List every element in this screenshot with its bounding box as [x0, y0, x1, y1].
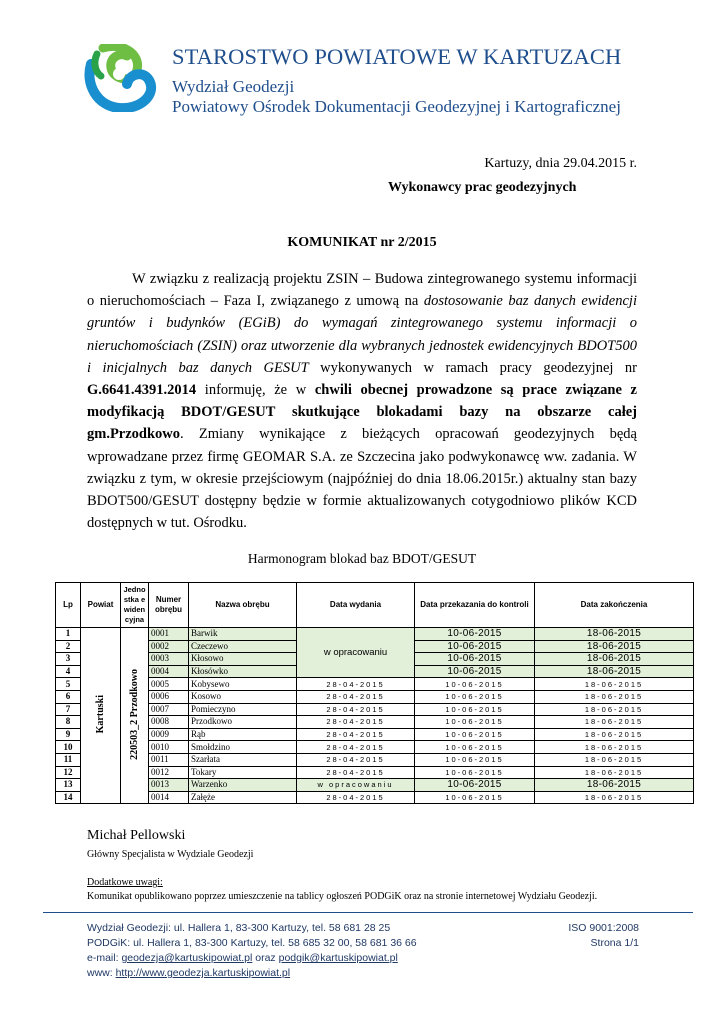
jednostka-name: 220503_2 Przodkowo	[129, 668, 140, 760]
row-zakonczenia: 18-06-2015	[535, 665, 694, 678]
header-zakonczenia: Data zakończenia	[535, 583, 694, 628]
body-blockade-info: chwili obecnej prowadzone są prace związane z modyfikacją BDOT/GESUT skutkujące blokadami bazy na obszarze całej gm.Przodkowo	[87, 382, 637, 443]
row-nazwa: Kosowo	[189, 690, 297, 703]
body-work-number: G.6641.4391.2014	[87, 382, 197, 399]
row-nazwa: Kobysewo	[189, 678, 297, 691]
jednostka-cell	[121, 628, 149, 804]
row-wydania: 28-04-2015	[297, 741, 415, 754]
table-row	[56, 741, 694, 754]
row-zakonczenia: 18-06-2015	[535, 791, 694, 804]
document-date: Kartuzy, dnia 29.04.2015 r.	[484, 156, 637, 171]
office-name: STAROSTWO POWIATOWE W KARTUZACH	[172, 44, 622, 69]
row-nazwa: Czeczewo	[189, 640, 297, 653]
row-zakonczenia: 18-06-2015	[535, 766, 694, 779]
row-zakonczenia: 18-06-2015	[535, 640, 694, 653]
header-numer: Numer obrębu	[149, 583, 189, 628]
starostwo-logo	[83, 44, 159, 112]
row-wydania: 28-04-2015	[297, 791, 415, 804]
row-lp: 8	[56, 716, 81, 729]
notes-text: Komunikat opublikowano poprzez umieszczenie na tablicy ogłoszeń PODGiK oraz na stronie internetowej Wydziału Geodezji.	[87, 891, 598, 902]
row-przekazania: 10-06-2015	[415, 741, 535, 754]
row-numer: 0003	[149, 653, 189, 666]
header-lp: Lp	[56, 583, 81, 628]
row-lp: 5	[56, 678, 81, 691]
schedule-table	[55, 582, 694, 804]
footer-line-www	[87, 966, 417, 981]
body-contract-subject: dostosowanie baz danych ewidencji gruntów i budynków (EGiB) do wymagań zintegrowanego systemu informacji o nieruchomościach (ZSIN) oraz utworzenie dla wybranych jednostek ewidencyjnych BDOT500 i inicjalnych baz danych GESUT	[87, 293, 637, 376]
row-zakonczenia: 18-06-2015	[535, 716, 694, 729]
table-row	[56, 690, 694, 703]
table-row	[56, 766, 694, 779]
table-row	[56, 728, 694, 741]
table-row	[56, 678, 694, 691]
row-nazwa: Barwik	[189, 628, 297, 641]
body-text-5: informuję, że w	[196, 382, 315, 399]
recipient: Wykonawcy prac geodezyjnych	[388, 180, 577, 195]
row-lp: 3	[56, 653, 81, 666]
footer-line-podgik: PODGiK: ul. Hallera 1, 83-300 Kartuzy, tel. 58 685 32 00, 58 681 36 66	[87, 937, 417, 949]
row-zakonczenia: 18-06-2015	[535, 690, 694, 703]
row-przekazania: 10-06-2015	[415, 640, 535, 653]
table-row	[56, 791, 694, 804]
table-row	[56, 716, 694, 729]
row-numer: 0001	[149, 628, 189, 641]
row-numer: 0002	[149, 640, 189, 653]
row-lp: 10	[56, 741, 81, 754]
row-zakonczenia: 18-06-2015	[535, 628, 694, 641]
row-numer: 0006	[149, 690, 189, 703]
row-zakonczenia: 18-06-2015	[535, 741, 694, 754]
table-caption: Harmonogram blokad baz BDOT/GESUT	[247, 551, 477, 566]
row-numer: 0005	[149, 678, 189, 691]
row-przekazania: 10-06-2015	[415, 753, 535, 766]
row-lp: 13	[56, 779, 81, 792]
row-wydania: 28-04-2015	[297, 716, 415, 729]
powiat-name: Kartuski	[95, 694, 106, 734]
row-numer: 0011	[149, 753, 189, 766]
table-header-row	[56, 583, 694, 628]
row-lp: 12	[56, 766, 81, 779]
row-przekazania: 10-06-2015	[415, 791, 535, 804]
row-nazwa: Kłosówko	[189, 665, 297, 678]
row-zakonczenia: 18-06-2015	[535, 703, 694, 716]
row-nazwa: Szarłata	[189, 753, 297, 766]
table-body	[56, 628, 694, 804]
header-nazwa: Nazwa obrębu	[189, 583, 297, 628]
row-numer: 0004	[149, 665, 189, 678]
footer-line-email	[87, 951, 417, 966]
footer-contact	[87, 921, 417, 981]
header-wydania: Data wydania	[297, 583, 415, 628]
row-przekazania: 10-06-2015	[415, 779, 535, 792]
iso-certificate: ISO 9001:2008	[568, 922, 639, 934]
email-link-geodezja[interactable]: geodezja@kartuskipowiat.pl	[121, 952, 253, 964]
row-wydania: 28-04-2015	[297, 690, 415, 703]
row-nazwa: Warzenko	[189, 779, 297, 792]
row-zakonczenia: 18-06-2015	[535, 753, 694, 766]
row-numer: 0008	[149, 716, 189, 729]
row-lp: 6	[56, 690, 81, 703]
row-nazwa: Pomieczyno	[189, 703, 297, 716]
powiat-cell	[81, 628, 121, 804]
row-lp: 2	[56, 640, 81, 653]
row-przekazania: 10-06-2015	[415, 690, 535, 703]
row-numer: 0010	[149, 741, 189, 754]
row-nazwa: Załęże	[189, 791, 297, 804]
row-wydania: 28-04-2015	[297, 703, 415, 716]
row-numer: 0014	[149, 791, 189, 804]
header-przekazania: Data przekazania do kontroli	[415, 583, 535, 628]
row-wydania: 28-04-2015	[297, 678, 415, 691]
footer-right	[568, 921, 639, 951]
row-przekazania: 10-06-2015	[415, 665, 535, 678]
body-text-3: wykonywanych w ramach pracy geodezyjnej nr	[308, 359, 637, 376]
row-zakonczenia: 18-06-2015	[535, 653, 694, 666]
row-przekazania: 10-06-2015	[415, 653, 535, 666]
row-lp: 7	[56, 703, 81, 716]
body-text-7: . Zmiany wynikające z bieżących opracowań geodezyjnych będą wprowadzane przez firmę GEOMAR S.A. ze Szczecina jako podwykonawcę ww. zadania. W związku z tym, w okresie przejściowym (najpóźniej do dnia 18.06.2015r.) aktualny stan bazy BDOT500/GESUT dostępny będzie w formie aktualizowanych cotygodniowo plików KCD dostępnych w tut. Ośrodku.	[87, 426, 637, 532]
table-row	[56, 703, 694, 716]
row-przekazania: 10-06-2015	[415, 766, 535, 779]
row-nazwa: Kłosowo	[189, 653, 297, 666]
row-wydania: 28-04-2015	[297, 728, 415, 741]
signer-name: Michał Pellowski	[87, 828, 186, 843]
page-number: Strona 1/1	[590, 937, 639, 949]
row-numer: 0009	[149, 728, 189, 741]
row-lp: 14	[56, 791, 81, 804]
row-zakonczenia: 18-06-2015	[535, 779, 694, 792]
row-zakonczenia: 18-06-2015	[535, 678, 694, 691]
www-prefix: www:	[87, 967, 116, 979]
row-wydania: 28-04-2015	[297, 766, 415, 779]
header-jednostka: Jednostka ewidencyjna	[121, 583, 149, 628]
row-nazwa: Smołdzino	[189, 741, 297, 754]
table-row	[56, 779, 694, 792]
row-przekazania: 10-06-2015	[415, 716, 535, 729]
email-link-podgik[interactable]: podgik@kartuskipowiat.pl	[278, 952, 398, 964]
footer-divider	[43, 912, 693, 913]
row-lp: 1	[56, 628, 81, 641]
row-wydania: w opracowaniu	[297, 779, 415, 792]
row-nazwa: Przodkowo	[189, 716, 297, 729]
row-lp: 9	[56, 728, 81, 741]
header-powiat: Powiat	[81, 583, 121, 628]
row-numer: 0013	[149, 779, 189, 792]
row-wydania-merged: w opracowaniu	[297, 628, 415, 678]
row-przekazania: 10-06-2015	[415, 678, 535, 691]
row-przekazania: 10-06-2015	[415, 703, 535, 716]
row-zakonczenia: 18-06-2015	[535, 728, 694, 741]
document-title: KOMUNIKAT nr 2/2015	[287, 235, 437, 250]
announcement-body	[87, 268, 637, 534]
table-row	[56, 753, 694, 766]
row-nazwa: Tokary	[189, 766, 297, 779]
table-row	[56, 628, 694, 641]
row-numer: 0012	[149, 766, 189, 779]
body-text-1: W związku z realizacją projektu ZSIN – Budowa zintegrowanego systemu informacji o nieruchomościach – Faza I, związanego z umową na	[87, 271, 637, 310]
signer-role: Główny Specjalista w Wydziale Geodezji	[87, 849, 254, 860]
department-name: Wydział Geodezji	[172, 77, 295, 96]
footer-line-department: Wydział Geodezji: ul. Hallera 1, 83-300 Kartuzy, tel. 58 681 28 25	[87, 922, 391, 934]
row-nazwa: Rąb	[189, 728, 297, 741]
center-name: Powiatowy Ośrodek Dokumentacji Geodezyjnej i Kartograficznej	[172, 97, 621, 116]
notes-label: Dodatkowe uwagi:	[87, 877, 163, 888]
row-przekazania: 10-06-2015	[415, 728, 535, 741]
email-prefix: e-mail:	[87, 952, 122, 964]
website-link[interactable]: http://www.geodezja.kartuskipowiat.pl	[115, 967, 291, 979]
row-numer: 0007	[149, 703, 189, 716]
row-lp: 11	[56, 753, 81, 766]
row-przekazania: 10-06-2015	[415, 628, 535, 641]
email-joiner: oraz	[252, 952, 279, 964]
row-wydania: 28-04-2015	[297, 753, 415, 766]
row-lp: 4	[56, 665, 81, 678]
